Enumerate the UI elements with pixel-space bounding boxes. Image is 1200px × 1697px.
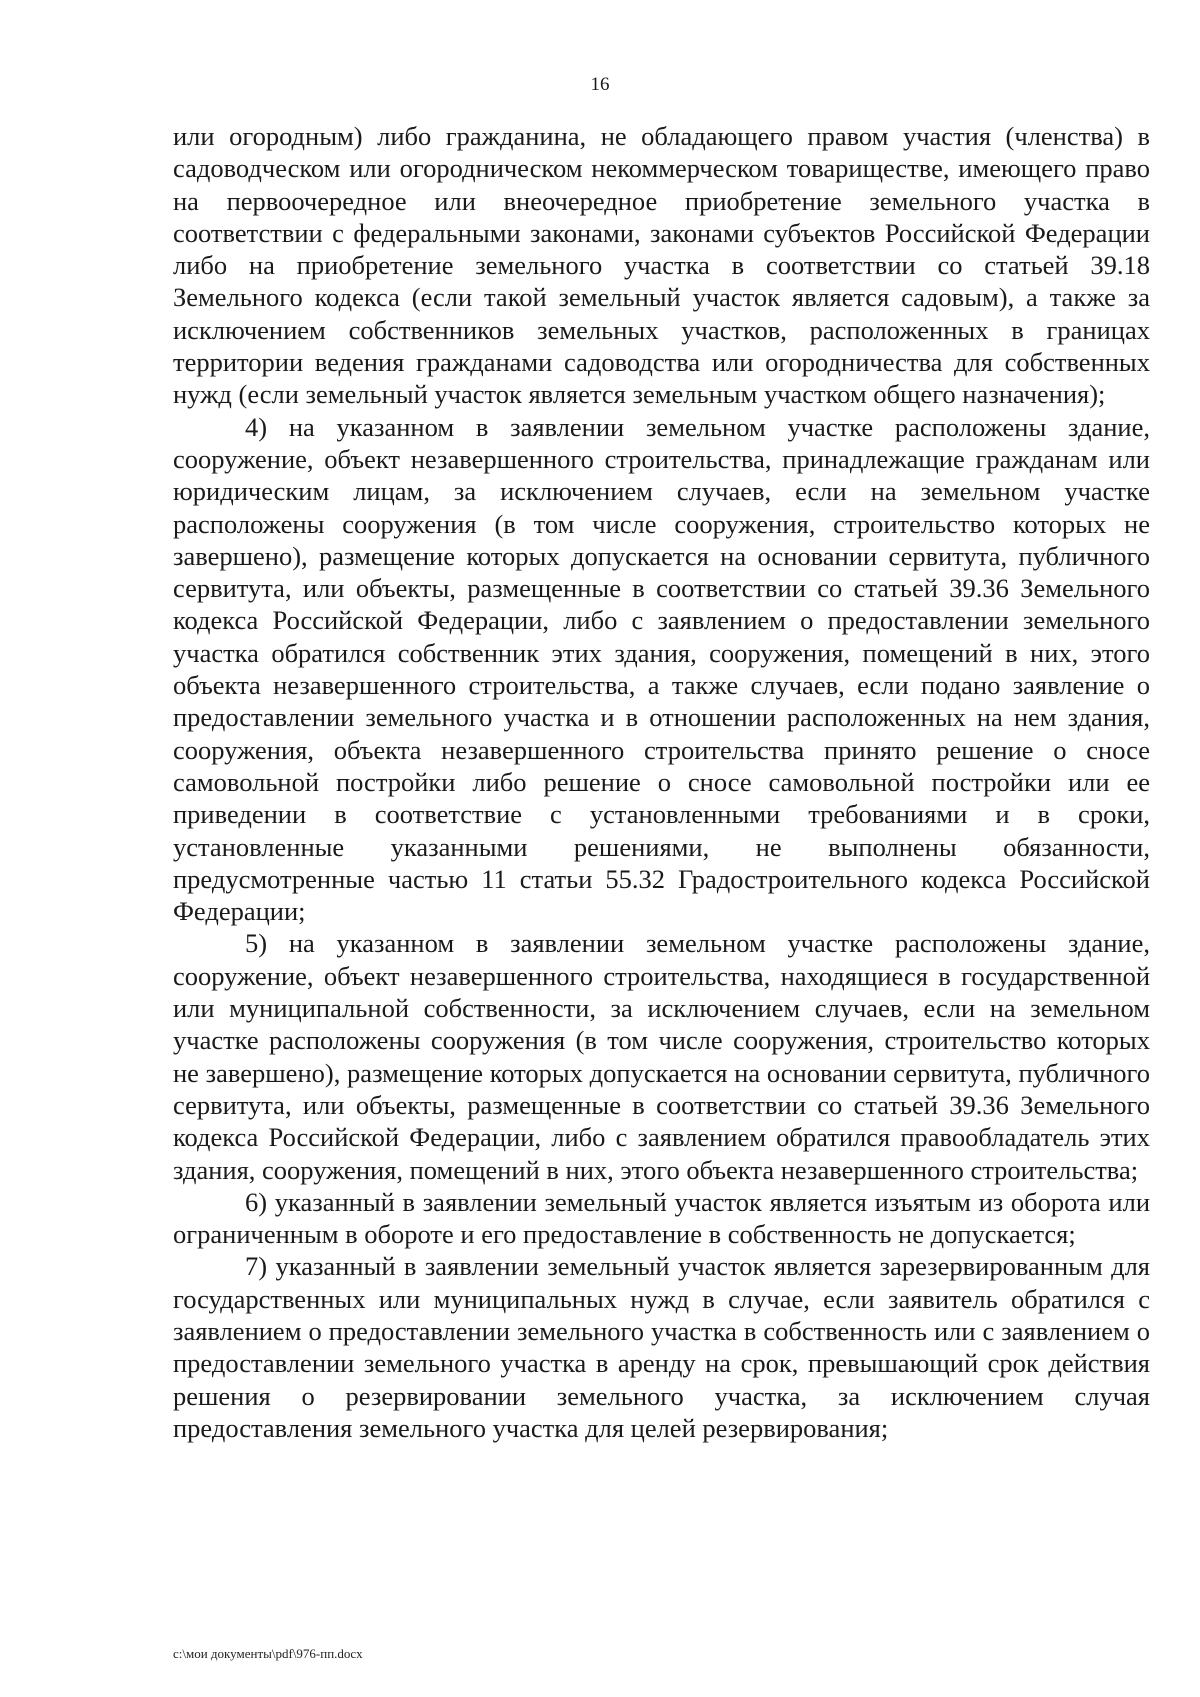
paragraph-continuation: или огородным) либо гражданина, не обладающего правом участия (членства) в садоводческом или огородническом некоммерческом товариществе, имеющего право на первоочередное или внеочередное приобретение земельного участка в соответствии с федеральными законами, законами субъектов Российской Федерации либо на приобретение земельного участка в соответствии со статьей 39.18 Земельного кодекса (если такой земельный участок является садовым), а также за исключением собственников земельных участков, расположенных в границах территории ведения гражданами садоводства или огородничества для собственных нужд (если земельный участок является земельным участком общего назначения); <box>173 121 1150 410</box>
page-number: 16 <box>590 74 610 95</box>
paragraph-item-5: 5) на указанном в заявлении земельном участке расположены здание, сооружение, объект незавершенного строительства, находящиеся в государственной или муниципальной собственности, за исключением случаев, если на земельном участке расположены сооружения (в том числе сооружения, строительство которых не завершено), размещение которых допускается на основании сервитута, публичного сервитута, или объекты, размещенные в соответствии со статьей 39.36 Земельного кодекса Российской Федерации, либо с заявлением обратился правообладатель этих здания, сооружения, помещений в них, этого объекта незавершенного строительства; <box>173 928 1150 1185</box>
paragraph-item-6: 6) указанный в заявлении земельный участок является изъятым из оборота или ограниченным в обороте и его предоставление в собственность не допускается; <box>173 1186 1150 1250</box>
document-body <box>173 120 1150 1444</box>
paragraph-item-4: 4) на указанном в заявлении земельном участке расположены здание, сооружение, объект незавершенного строительства, принадлежащие гражданам или юридическим лицам, за исключением случаев, если на земельном участке расположены сооружения (в том числе сооружения, строительство которых не завершено), размещение которых допускается на основании сервитута, публичного сервитута, или объекты, размещенные в соответствии со статьей 39.36 Земельного кодекса Российской Федерации, либо с заявлением о предоставлении земельного участка обратился собственник этих здания, сооружения, помещений в них, этого объекта незавершенного строительства, а также случаев, если подано заявление о предоставлении земельного участка и в отношении расположенных на нем здания, сооружения, объекта незавершенного строительства принято решение о сносе самовольной постройки либо решение о сносе самовольной постройки или ее приведении в соответствие с установленными требованиями и в сроки, установленные указанными решениями, не выполнены обязанности, предусмотренные частью 11 статьи 55.32 Градостроительного кодекса Российской Федерации; <box>173 411 1150 927</box>
paragraph-item-7: 7) указанный в заявлении земельный участок является зарезервированным для государственных или муниципальных нужд в случае, если заявитель обратился с заявлением о предоставлении земельного участка в собственность или с заявлением о предоставлении земельного участка в аренду на срок, превышающий срок действия решения о резервировании земельного участка, за исключением случая предоставления земельного участка для целей резервирования; <box>173 1251 1150 1443</box>
footer-file-path: c:\мои документы\pdf\976-пп.docx <box>173 1646 363 1661</box>
